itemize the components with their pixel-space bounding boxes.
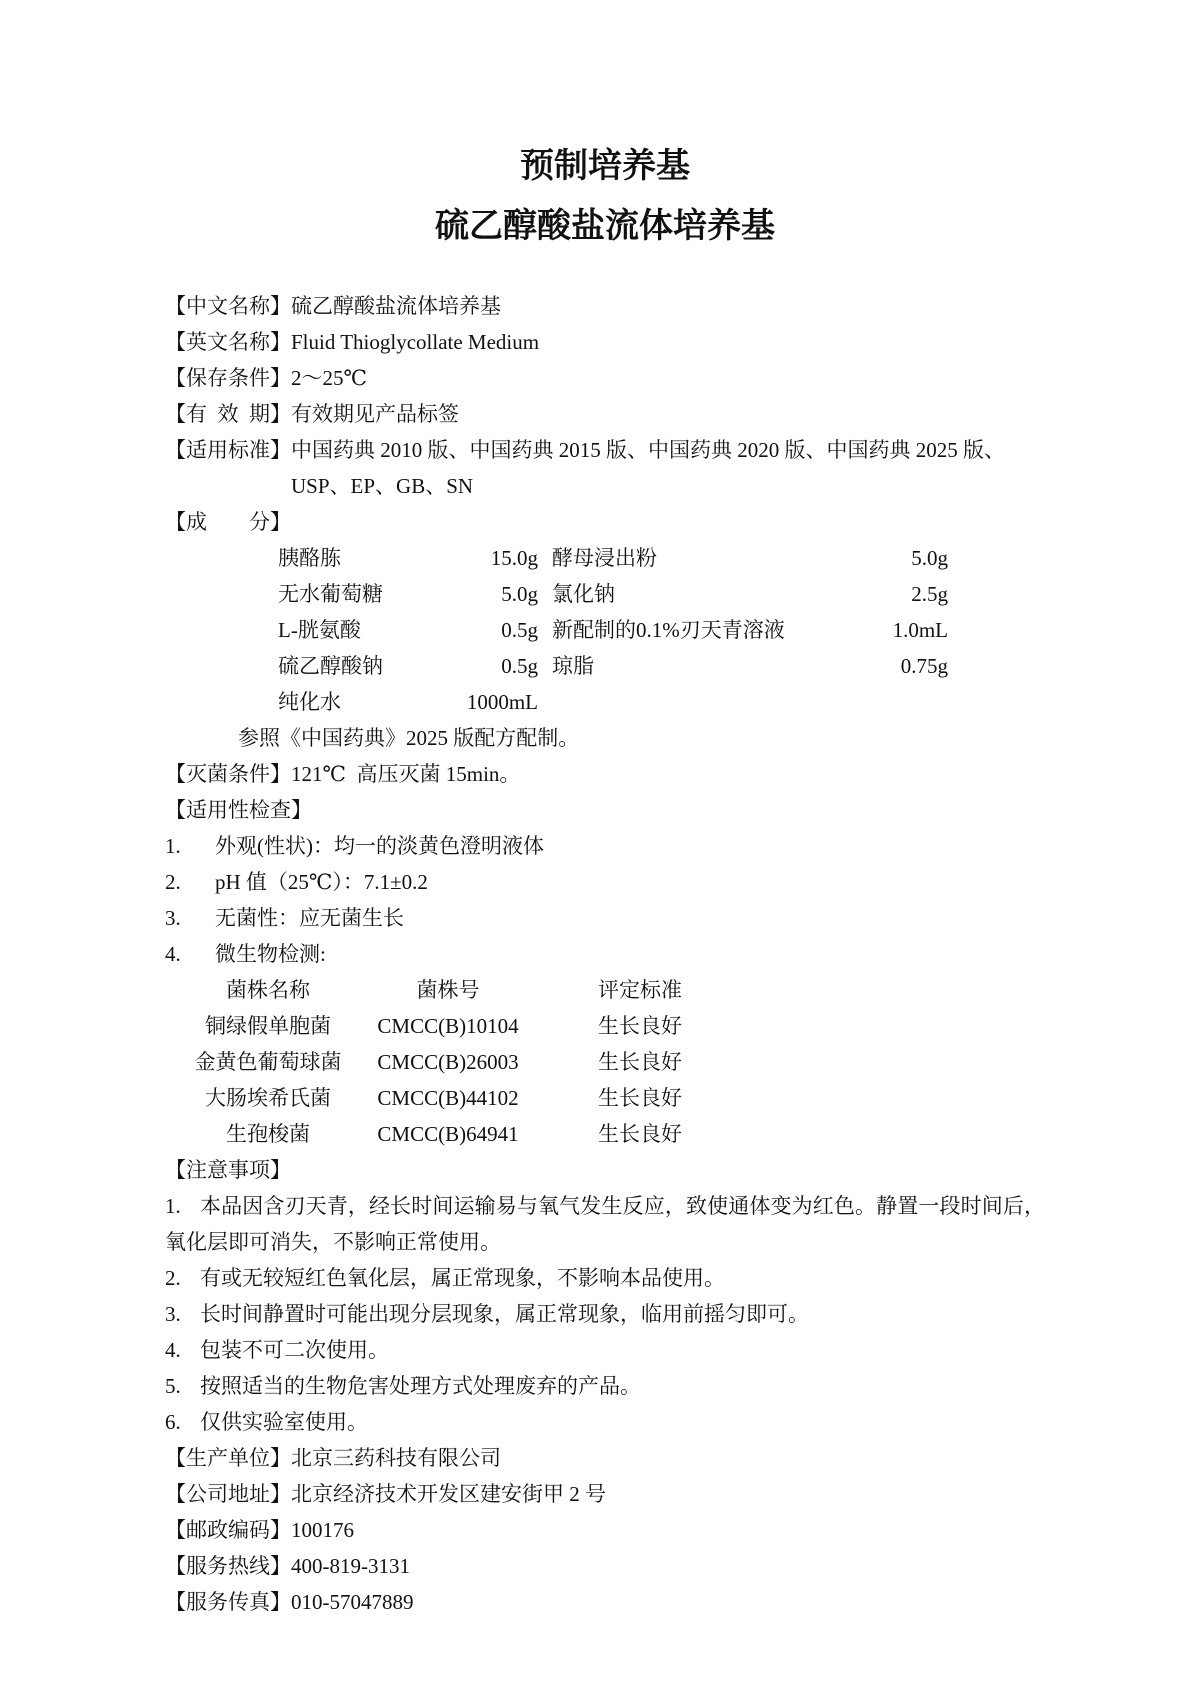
composition-table [278, 540, 1045, 720]
item-number: 3. [165, 1302, 181, 1326]
item-text: 仅供实验室使用。 [200, 1410, 368, 1434]
strain-result: 生长良好 [598, 1086, 682, 1110]
field-label: 【成 分】 [165, 510, 291, 534]
strain-result: 生长良好 [598, 1050, 682, 1074]
field-service-hotline [165, 1548, 1045, 1584]
composition-reference-note: 参照《中国药典》2025 版配方配制。 [238, 726, 580, 750]
ingredient-name: 琼脂 [552, 654, 594, 678]
precaution-item [165, 1296, 1045, 1332]
ingredient-amount: 5.0g [501, 582, 538, 606]
item-number: 5. [165, 1374, 181, 1398]
strain-number: CMCC(B)26003 [377, 1050, 519, 1074]
suitability-item [165, 864, 1045, 900]
precaution-item [165, 1368, 1045, 1404]
precaution-item-continuation: 氧化层即可消失，不影响正常使用。 [165, 1230, 501, 1254]
field-standards [165, 432, 1045, 468]
strain-number: CMCC(B)44102 [377, 1086, 519, 1110]
item-number: 4. [165, 942, 181, 966]
field-value: 121℃ 高压灭菌 15min。 [291, 762, 521, 786]
ingredient-amount: 5.0g [911, 546, 948, 570]
field-value: 北京经济技术开发区建安街甲 2 号 [291, 1482, 606, 1506]
precautions-heading: 【注意事项】 [165, 1158, 291, 1182]
field-composition-heading [165, 504, 1045, 540]
field-label: 【公司地址】 [165, 1482, 291, 1506]
ingredient-name: 硫乙醇酸钠 [278, 654, 383, 678]
suitability-item [165, 936, 1045, 972]
strain-name: 金黄色葡萄球菌 [194, 1050, 342, 1074]
field-label: 【服务热线】 [165, 1554, 291, 1578]
precaution-item [165, 1260, 1045, 1296]
ingredient-name: L-胱氨酸 [278, 618, 361, 642]
field-value: 2～25℃ [291, 366, 367, 390]
item-text: 无菌性：应无菌生长 [215, 906, 404, 930]
ingredient-name: 酵母浸出粉 [552, 546, 657, 570]
strain-table-header: 菌株号 [416, 978, 480, 1002]
field-value: 100176 [291, 1518, 354, 1542]
item-text: 微生物检测: [215, 942, 326, 966]
field-chinese-name [165, 288, 1045, 324]
ingredient-name: 纯化水 [278, 690, 341, 714]
item-text: 长时间静置时可能出现分层现象，属正常现象，临用前摇匀即可。 [200, 1302, 809, 1326]
ingredient-amount: 2.5g [911, 582, 948, 606]
ingredient-amount: 0.75g [900, 654, 948, 678]
field-standards-line2: USP、EP、GB、SN [291, 474, 474, 498]
strain-name: 铜绿假单胞菌 [205, 1014, 331, 1038]
strain-number: CMCC(B)10104 [377, 1014, 519, 1038]
item-number: 4. [165, 1338, 181, 1362]
precaution-item [165, 1404, 1045, 1440]
item-text: 外观(性状)：均一的淡黄色澄明液体 [215, 834, 544, 858]
field-sterilization [165, 756, 1045, 792]
field-shelf-life [165, 396, 1045, 432]
ingredient-amount [852, 684, 948, 720]
ingredient-amount: 0.5g [501, 618, 538, 642]
item-number: 6. [165, 1410, 181, 1434]
precaution-item [165, 1188, 1045, 1224]
field-postal-code [165, 1512, 1045, 1548]
field-service-fax [165, 1584, 1045, 1620]
field-address [165, 1476, 1045, 1512]
field-value: 北京三药科技有限公司 [291, 1446, 501, 1470]
doc-title-sub: 硫乙醇酸盐流体培养基 [435, 208, 775, 245]
field-label: 【服务传真】 [165, 1590, 291, 1614]
item-text: 本品因含刃天青，经长时间运输易与氧气发生反应，致使通体变为红色。静置一段时间后， [200, 1194, 1045, 1218]
item-number: 3. [165, 906, 181, 930]
item-number: 2. [165, 870, 181, 894]
item-text: pH 值（25℃）：7.1±0.2 [215, 870, 428, 894]
ingredient-amount: 0.5g [501, 654, 538, 678]
strain-table [165, 972, 1045, 1152]
suitability-item [165, 900, 1045, 936]
field-label: 【邮政编码】 [165, 1518, 291, 1542]
ingredient-name: 无水葡萄糖 [278, 582, 383, 606]
ingredient-name: 胰酪胨 [278, 546, 341, 570]
strain-name: 大肠埃希氏菌 [205, 1086, 331, 1110]
ingredient-name: 氯化钠 [552, 582, 615, 606]
field-value: Fluid Thioglycollate Medium [291, 330, 540, 354]
field-storage [165, 360, 1045, 396]
strain-table-header: 菌株名称 [226, 978, 310, 1002]
field-label: 【灭菌条件】 [165, 762, 291, 786]
strain-result: 生长良好 [598, 1122, 682, 1146]
doc-title-main: 预制培养基 [520, 148, 690, 185]
item-number: 1. [165, 834, 181, 858]
ingredient-amount: 15.0g [490, 546, 538, 570]
field-label: 【保存条件】 [165, 366, 291, 390]
item-text: 有或无较短红色氧化层，属正常现象，不影响本品使用。 [200, 1266, 725, 1290]
ingredient-name: 新配制的0.1%刃天青溶液 [552, 618, 785, 642]
item-number: 2. [165, 1266, 181, 1290]
ingredient-amount: 1.0mL [892, 618, 948, 642]
field-value: 中国药典 2010 版、中国药典 2015 版、中国药典 2020 版、中国药典 2025 版、 [291, 438, 1005, 462]
strain-table-header: 评定标准 [598, 978, 682, 1002]
field-label: 【中文名称】 [165, 294, 291, 318]
ingredient-amount: 1000mL [466, 690, 538, 714]
field-label: 【适用标准】 [165, 438, 291, 462]
ingredient-name [538, 684, 852, 720]
field-value: 硫乙醇酸盐流体培养基 [291, 294, 501, 318]
field-value: 有效期见产品标签 [291, 402, 459, 426]
precaution-item [165, 1332, 1045, 1368]
field-label: 【英文名称】 [165, 330, 291, 354]
item-number: 1. [165, 1194, 181, 1218]
field-value: 010-57047889 [291, 1590, 414, 1614]
strain-name: 生孢梭菌 [226, 1122, 310, 1146]
field-label: 【生产单位】 [165, 1446, 291, 1470]
strain-number: CMCC(B)64941 [377, 1122, 519, 1146]
field-english-name [165, 324, 1045, 360]
strain-result: 生长良好 [598, 1014, 682, 1038]
item-text: 包装不可二次使用。 [200, 1338, 389, 1362]
suitability-heading: 【适用性检查】 [165, 798, 312, 822]
field-value: 400-819-3131 [291, 1554, 410, 1578]
suitability-item [165, 828, 1045, 864]
field-label: 【有 效 期】 [165, 402, 291, 426]
field-manufacturer [165, 1440, 1045, 1476]
item-text: 按照适当的生物危害处理方式处理废弃的产品。 [200, 1374, 641, 1398]
